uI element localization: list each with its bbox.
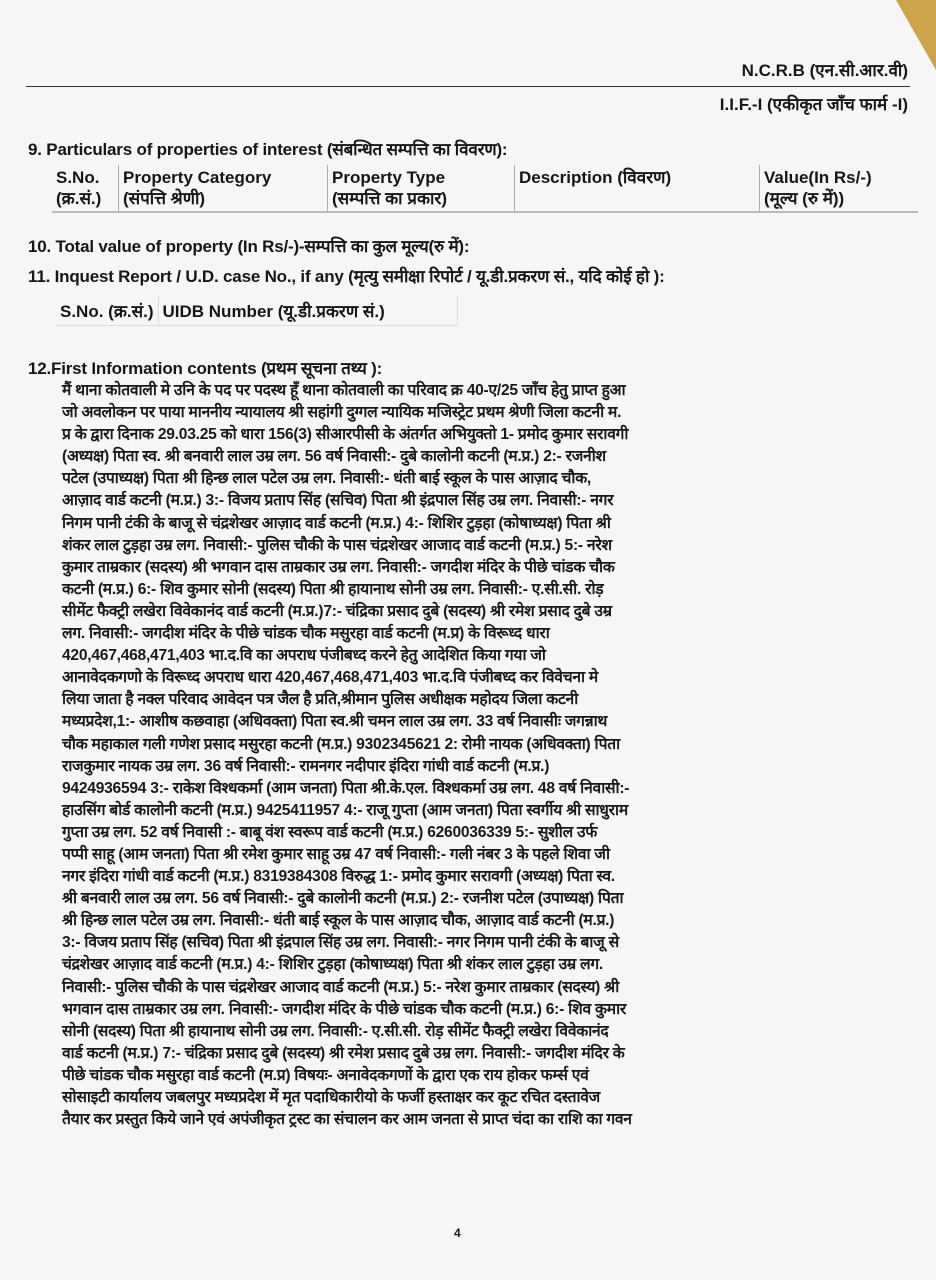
section-10-title: 10. Total value of property (In Rs/-)-सम्पत्ति का कुल मूल्य(रु में): bbox=[28, 237, 470, 256]
fir-text-line: सोनी (सदस्य) पिता श्री हायानाथ सोनी उम्र लग. निवासी:- ए.सी.सी. रोड़ सीमेंट फैक्ट्री लखेरा विवेकानंद bbox=[62, 1022, 609, 1040]
fir-text-line: नगर इंदिरा गांधी वार्ड कटनी (म.प्र.) 8319384308 विरुद्ध 1:- प्रमोद कुमार सरावगी (अध्यक्ष) पिता स्व. bbox=[62, 868, 615, 886]
inquest-table bbox=[56, 296, 458, 326]
col-sno bbox=[52, 165, 119, 212]
form-header-iif: I.I.F.-I (एकीकृत जाँच फार्म -I) bbox=[719, 95, 908, 114]
first-information-contents bbox=[62, 380, 872, 1131]
fir-text-line: मध्यप्रदेश,1:- आशीष कछवाहा (अधिवक्ता) पिता स्व.श्री चमन लाल उम्र लग. 33 वर्ष निवासीः जगन्नाथ bbox=[62, 713, 608, 731]
fir-text-line: कटनी (म.प्र.) 6:- शिव कुमार सोनी (सदस्य) पिता श्री हायानाथ सोनी उम्र लग. निवासी:- ए.सी.सी. रोड़ bbox=[62, 580, 604, 598]
fir-text-line: लिया जाता है नक्ल परिवाद आवेदन पत्र जैल है प्रति,श्रीमान पुलिस अधीक्षक महोदय जिला कटनी bbox=[62, 691, 578, 709]
fir-text-line: वार्ड कटनी (म.प्र.) 7:- चंद्रिका प्रसाद दुबे (सदस्य) श्री रमेश प्रसाद दुबे उम्र लग. निवासी:- जगदीश मंदिर के bbox=[62, 1044, 625, 1062]
fir-text-line: 420,467,468,471,403 भा.द.वि का अपराध पंजीबध्द करने हेतु आदेशित किया गया जो bbox=[62, 647, 546, 665]
col-description-en: Description (विवरण) bbox=[519, 168, 672, 187]
col-property-category-hi: (संपत्ति श्रेणी) bbox=[123, 189, 206, 208]
properties-table-header bbox=[52, 165, 918, 212]
form-header-ncrb: N.C.R.B (एन.सी.आर.वी) bbox=[741, 61, 908, 80]
col-property-type bbox=[328, 165, 515, 212]
col-sno-hi: (क्र.सं.) bbox=[56, 189, 102, 208]
fir-text-line: 3:- विजय प्रताप सिंह (सचिव) पिता श्री इंद्रपाल सिंह उम्र लग. निवासी:- नगर निगम पानी टंकी के बाजू से bbox=[62, 934, 619, 952]
section-12-title: 12.First Information contents (प्रथम सूचना तथ्य ): bbox=[28, 359, 383, 378]
col-property-category-en: Property Category bbox=[123, 168, 272, 187]
col-value-hi: (मूल्य (रु में)) bbox=[764, 189, 845, 208]
fir-text-line: आनावेदकगणो के विरूध्द अपराध धारा 420,467,468,471,403 भा.द.वि पंजीबध्द कर विवेचना मे bbox=[62, 669, 598, 687]
fir-text-line: राजकुमार नायक उम्र लग. 36 वर्ष निवासी:- रामनगर नदीपार इंदिरा गांधी वार्ड कटनी (म.प्र.) bbox=[62, 757, 550, 775]
col-inquest-sno: S.No. (क्र.सं.) bbox=[56, 296, 158, 326]
fir-text-line: पटेल (उपाध्यक्ष) पिता श्री हिन्छ लाल पटेल उम्र लग. निवासी:- धंती बाई स्कूल के पास आज़ाद चौक, bbox=[62, 470, 592, 488]
fir-text-line: श्री बनवारी लाल उम्र लग. 56 वर्ष निवासी:- दुबे कालोनी कटनी (म.प्र.) 2:- रजनीश पटेल (उपाध्यक्ष) पिता bbox=[62, 890, 624, 908]
fir-text-line: (अध्यक्ष) पिता स्व. श्री बनवारी लाल उम्र लग. 56 वर्ष निवासी:- दुबे कालोनी कटनी (म.प्र.) 2:- रजनीश bbox=[62, 448, 606, 466]
page-number: 4 bbox=[454, 1226, 461, 1240]
fir-text-line: चंद्रशेखर आज़ाद वार्ड कटनी (म.प्र.) 4:- शिशिर टुड़हा (कोषाध्यक्ष) पिता श्री शंकर लाल टुड़हा उम्र लग. bbox=[62, 956, 603, 974]
fir-text-line: तैयार कर प्रस्तुत किये जाने एवं अपंजीकृत ट्रस्ट का संचालन कर आम जनता से प्राप्त चंदा का राशि का गवन bbox=[62, 1111, 632, 1129]
fir-text-line: कुमार ताम्रकार (सदस्य) श्री भगवान दास ताम्रकार उम्र लग. निवासी:- जगदीश मंदिर के पीछे चांडक चौक bbox=[62, 558, 615, 576]
fir-text-line: 9424936594 3:- राकेश विश्धकर्मा (आम जनता) पिता श्री.के.एल. विश्धकर्मा उम्र लग. 48 वर्ष निवासी:- bbox=[62, 779, 630, 797]
properties-table bbox=[52, 165, 918, 213]
fir-text-line: प्र के द्वारा दिनाक 29.03.25 को धारा 156(3) सीआरपीसी के अंतर्गत अभियुक्तो 1- प्रमोद कुमार सरावगी bbox=[62, 426, 629, 444]
fir-text-line: सोसाइटी कार्यालय जबलपुर मध्यप्रदेश में मृत पदाधिकारीयो के फर्जी हस्ताक्षर कर कूट रचित दस्तावेज bbox=[62, 1089, 600, 1106]
fir-text-line: पीछे चांडक चौक मसुरहा वार्ड कटनी (म.प्र) विषयः- अनावेदकगणों के द्वारा एक राय होकर फर्म्स एवं bbox=[62, 1066, 589, 1084]
col-property-type-en: Property Type bbox=[332, 168, 446, 187]
col-value-en: Value(In Rs/-) bbox=[764, 168, 872, 187]
fir-text-line: श्री हिन्छ लाल पटेल उम्र लग. निवासी:- धंती बाई स्कूल के पास आज़ाद चौक, आज़ाद वार्ड कटनी (म.प्र.) bbox=[62, 912, 615, 930]
fir-text-line: जो अवलोकन पर पाया माननीय न्यायालय श्री सहांगी दुग्गल न्यायिक मजिस्ट्रेट प्रथम श्रेणी जिला कटनी म. bbox=[62, 404, 622, 422]
col-description bbox=[515, 165, 760, 212]
fir-text-line: मैं थाना कोतवाली मे उनि के पद पर पदस्थ हूँ थाना कोतवाली का परिवाद क्र 40-ए/25 जाँच हेतु प्राप्त हुआ bbox=[62, 382, 626, 399]
header-divider bbox=[26, 86, 910, 87]
fir-text-line: लग. निवासी:- जगदीश मंदिर के पीछे चांडक चौक मसुरहा वार्ड कटनी (म.प्र) के विरूध्द धारा bbox=[62, 625, 550, 643]
fir-text-line: पप्पी साहू (आम जनता) पिता श्री रमेश कुमार साहू उम्र 47 वर्ष निवासी:- गली नंबर 3 के पहले शिवा जी bbox=[62, 845, 610, 863]
fir-text-line: सीमेंट फैक्ट्री लखेरा विवेकानंद वार्ड कटनी (म.प्र.)7:- चंद्रिका प्रसाद दुबे (सदस्य) श्री रमेश प्रसाद दुबे उम्र bbox=[62, 602, 612, 620]
section-11-title: 11. Inquest Report / U.D. case No., if any (मृत्यु समीक्षा रिपोर्ट / यू.डी.प्रकरण सं., यदि कोई हो ): bbox=[28, 267, 665, 286]
fir-text-line: निगम पानी टंकी के बाजू से चंद्रशेखर आज़ाद वार्ड कटनी (म.प्र.) 4:- शिशिर टुड़हा (कोषाध्यक्ष) पिता श्री bbox=[62, 514, 611, 532]
col-uidb-number: UIDB Number (यू.डी.प्रकरण सं.) bbox=[158, 296, 457, 326]
fir-text-line: चौक महाकाल गली गणेश प्रसाद मसुरहा कटनी (म.प्र.) 9302345621 2: रोमी नायक (अधिवक्ता) पिता bbox=[62, 735, 620, 753]
fir-text-line: हाउसिंग बोर्ड कालोनी कटनी (म.प्र.) 9425411957 4:- राजू गुप्ता (आम जनता) पिता स्वर्गीय श्री साधुराम bbox=[62, 801, 628, 819]
col-sno-en: S.No. bbox=[56, 168, 100, 187]
fir-text-line: गुप्ता उम्र लग. 52 वर्ष निवासी :- बाबू वंश स्वरूप वार्ड कटनी (म.प्र.) 6260036339 5:- सुशील उर्फ bbox=[62, 823, 598, 841]
fir-text-line: निवासी:- पुलिस चौकी के पास चंद्रशेखर आजाद वार्ड कटनी (म.प्र.) 5:- नरेश कुमार ताम्रकार (सदस्य) श्री bbox=[62, 978, 620, 996]
col-property-type-hi: (सम्पत्ति का प्रकार) bbox=[332, 189, 448, 208]
inquest-table-header bbox=[56, 296, 457, 326]
fir-text-line: भगवान दास ताम्रकार उम्र लग. निवासी:- जगदीश मंदिर के पीछे चांडक चौक कटनी (म.प्र.) 6:- शिव कुमार bbox=[62, 1000, 626, 1018]
section-9-title: 9. Particulars of properties of interest (संबन्धित सम्पत्ति का विवरण): bbox=[28, 140, 508, 159]
fir-text-line: शंकर लाल टुड़हा उम्र लग. निवासी:- पुलिस चौकी के पास चंद्रशेखर आजाद वार्ड कटनी (म.प्र.) 5:- नरेश bbox=[62, 536, 612, 554]
col-property-category bbox=[119, 165, 328, 212]
col-value bbox=[760, 165, 919, 212]
fir-text-line: आज़ाद वार्ड कटनी (म.प्र.) 3:- विजय प्रताप सिंह (सचिव) पिता श्री इंद्रपाल सिंह उम्र लग. निवासी:- नगर bbox=[62, 492, 614, 510]
